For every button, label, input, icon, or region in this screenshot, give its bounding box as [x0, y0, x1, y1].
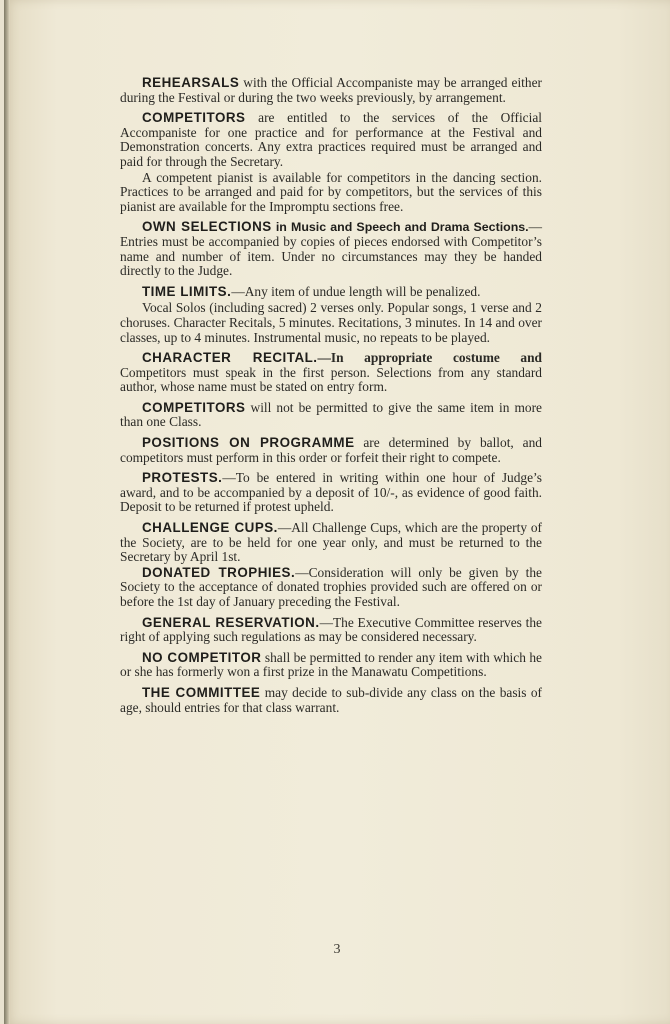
page-number: 3	[333, 942, 341, 957]
rule-text: Competitors must speak in the first person. Selections from any standard author, whose name must be stated on entry form.	[120, 364, 542, 395]
rule-heading: OWN SELECTIONS	[142, 219, 272, 235]
rule-text: are determined by ballot, and competitors must perform in this order or forfeit their right to compete.	[120, 435, 542, 465]
rule-rehearsals	[120, 76, 542, 105]
rule-heading: CHALLENGE CUPS.	[142, 520, 278, 536]
rule-text: may decide to sub-divide any class on the basis of age, should entries for that class warrant.	[120, 684, 542, 715]
rule-own-selections	[120, 220, 542, 278]
rule-text: —The Executive Committee reserves the right of applying such regulations as may be considered necessary.	[120, 614, 542, 645]
rule-competent-pianist	[120, 171, 542, 215]
rule-heading: COMPETITORS	[142, 399, 246, 415]
rule-text: —Any item of undue length will be penalized.	[231, 283, 481, 299]
rule-heading: THE COMMITTEE	[142, 684, 261, 700]
rule-time-limits	[120, 285, 542, 300]
rule-competitors-class	[120, 401, 542, 430]
rule-text: are entitled to the services of the Official Accompaniste for one practice and for performance at the Festival and Demonstration concerts. Any extra practices required must be arranged and paid for through the Secretary.	[120, 110, 542, 169]
rule-text: will not be permitted to give the same item in more than one Class.	[120, 399, 542, 430]
page-binding-edge	[4, 0, 10, 1024]
rule-protests	[120, 471, 542, 515]
rule-heading: CHARACTER RECITAL.	[142, 350, 318, 366]
rule-character-recital	[120, 351, 542, 395]
rule-text: —All Challenge Cups, which are the property of the Society, are to be held for one year only, and must be returned to the Secretary by April 1st.	[120, 520, 542, 565]
rule-text: shall be permitted to render any item with which he or she has formerly won a first prize in the Manawatu Competitions.	[120, 649, 542, 680]
rule-no-competitor	[120, 651, 542, 680]
rule-competitors-accompaniste	[120, 111, 542, 169]
rules-body	[120, 76, 542, 721]
rule-text: —Entries must be accompanied by copies of pieces endorsed with Competitor’s name and number of item. Under no circumstances may they be handed directly to the Judge.	[120, 219, 543, 279]
rule-the-committee	[120, 686, 542, 715]
rule-heading: COMPETITORS	[142, 110, 246, 126]
rule-positions-on-programme	[120, 436, 542, 465]
rule-heading: REHEARSALS	[142, 75, 240, 90]
rule-general-reservation	[120, 616, 542, 645]
rule-text: —To be entered in writing within one hour of Judge’s award, and to be accompanied by a deposit of 10/-, as evidence of good faith. Deposit to be returned if protest upheld.	[120, 470, 542, 515]
rule-heading: TIME LIMITS.	[142, 283, 232, 299]
rule-heading: GENERAL RESERVATION.	[142, 614, 320, 630]
rule-time-limits-detail	[120, 301, 542, 345]
rule-heading: NO COMPETITOR	[142, 649, 262, 665]
rule-text-bold: —In appropriate costume and	[317, 350, 543, 366]
rule-text: with the Official Accompaniste may be arranged either during the Festival or during the two weeks previously, by arrangement.	[120, 75, 542, 105]
rule-text: —Consideration will only be given by the Society to the acceptance of donated trophies provided such are offered on or before the 1st day of January preceding the Festival.	[120, 564, 542, 609]
rule-subheading: in Music and Speech and Drama Sections.	[271, 220, 529, 235]
document-page	[4, 0, 670, 1024]
rule-challenge-cups	[120, 521, 542, 565]
rule-heading: PROTESTS.	[142, 470, 223, 486]
rule-heading: POSITIONS ON PROGRAMME	[142, 435, 355, 451]
rule-heading: DONATED TROPHIES.	[142, 564, 296, 580]
rule-text: A competent pianist is available for competitors in the dancing section. Practices to be arranged and paid for by competitors, but the services of this pianist are available for the Impromptu sections free.	[120, 169, 542, 214]
rule-text: Vocal Solos (including sacred) 2 verses only. Popular songs, 1 verse and 2 choruses. Character Recitals, 5 minutes. Recitations, 3 minutes. In 14 and over classes, up to 4 minutes. Instrumental music, no repeats to be played.	[120, 300, 542, 345]
rule-donated-trophies	[120, 566, 542, 610]
